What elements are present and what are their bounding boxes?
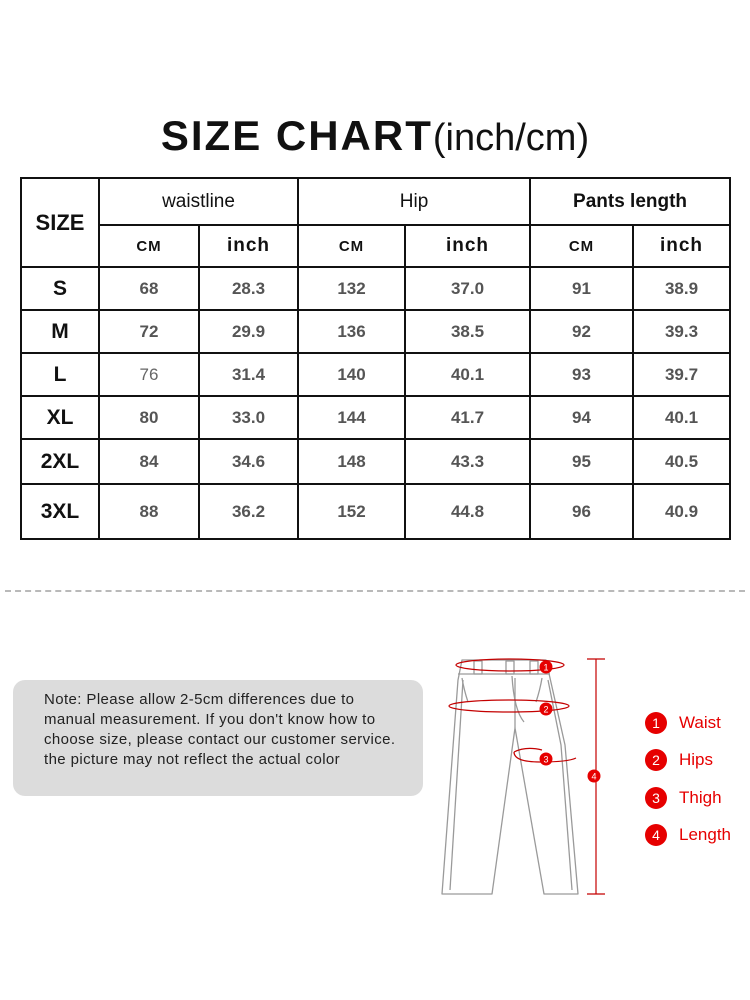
page-title	[0, 112, 750, 160]
legend-label: Waist	[679, 713, 721, 732]
pants-outline-icon	[442, 660, 578, 894]
unit-header-cm: CM	[99, 225, 199, 267]
table-row	[21, 267, 730, 310]
length-inch-cell: 40.5	[633, 439, 730, 484]
size-cell: M	[21, 310, 99, 353]
legend-number-badge: 2	[645, 749, 667, 771]
size-cell: XL	[21, 396, 99, 439]
length-cm-cell: 92	[530, 310, 633, 353]
length-cm-cell: 96	[530, 484, 633, 539]
hip-cm-cell: 132	[298, 267, 405, 310]
hip-inch-cell: 41.7	[405, 396, 530, 439]
length-inch-cell: 40.1	[633, 396, 730, 439]
table-row	[21, 310, 730, 353]
size-cell: 2XL	[21, 439, 99, 484]
waist-inch-cell: 36.2	[199, 484, 298, 539]
waist-inch-cell: 34.6	[199, 439, 298, 484]
legend-label: Thigh	[679, 787, 722, 807]
legend-item-waist	[645, 712, 731, 734]
size-header: SIZE	[21, 178, 99, 267]
legend-item-hips	[645, 749, 731, 771]
hip-cm-cell: 140	[298, 353, 405, 396]
unit-header-inch: inch	[405, 225, 530, 267]
svg-text:4: 4	[591, 771, 597, 782]
dashed-divider	[5, 590, 745, 592]
pants-measurement-diagram	[430, 650, 620, 900]
diagram-marker-1	[540, 661, 553, 674]
waist-cm-cell: 76	[99, 353, 199, 396]
length-inch-cell: 40.9	[633, 484, 730, 539]
svg-text:2: 2	[543, 704, 549, 715]
unit-header-cm: CM	[530, 225, 633, 267]
unit-header-inch: inch	[633, 225, 730, 267]
length-inch-cell: 38.9	[633, 267, 730, 310]
hip-cm-cell: 136	[298, 310, 405, 353]
size-cell: S	[21, 267, 99, 310]
unit-header-cm: CM	[298, 225, 405, 267]
size-chart-table	[20, 177, 731, 540]
legend-number-badge: 4	[645, 824, 667, 846]
waist-inch-cell: 29.9	[199, 310, 298, 353]
waistline-header: waistline	[99, 178, 298, 225]
hip-inch-cell: 38.5	[405, 310, 530, 353]
length-cm-cell: 91	[530, 267, 633, 310]
table-row	[21, 484, 730, 539]
title-main: SIZE CHART	[160, 112, 433, 159]
legend-label: Hips	[679, 750, 714, 770]
hip-cm-cell: 152	[298, 484, 405, 539]
hip-cm-cell: 148	[298, 439, 405, 484]
table-row	[21, 396, 730, 439]
length-inch-cell: 39.3	[633, 310, 730, 353]
size-cell: L	[21, 353, 99, 396]
diagram-marker-3	[540, 753, 553, 766]
measurement-guides	[449, 659, 605, 894]
hip-cm-cell: 144	[298, 396, 405, 439]
waist-cm-cell: 68	[99, 267, 199, 310]
hip-inch-cell: 40.1	[405, 353, 530, 396]
svg-text:1: 1	[543, 662, 549, 673]
waist-cm-cell: 84	[99, 439, 199, 484]
waist-inch-cell: 28.3	[199, 267, 298, 310]
legend-number-badge: 3	[645, 787, 667, 809]
waist-cm-cell: 88	[99, 484, 199, 539]
waist-inch-cell: 31.4	[199, 353, 298, 396]
svg-text:3: 3	[543, 754, 549, 765]
legend-label: Length	[679, 824, 731, 844]
diagram-marker-2	[540, 703, 553, 716]
table-row	[21, 353, 730, 396]
group-header-row	[21, 178, 730, 225]
legend-item-length	[645, 824, 731, 846]
waist-cm-cell: 72	[99, 310, 199, 353]
table-row	[21, 439, 730, 484]
unit-header-row	[21, 225, 730, 267]
waist-inch-cell: 33.0	[199, 396, 298, 439]
waist-cm-cell: 80	[99, 396, 199, 439]
note-text: Note: Please allow 2-5cm differences due to manual measurement. If you don't know how to choose size, please contact our customer service. the picture may not reflect the actual color	[44, 691, 396, 768]
hip-inch-cell: 44.8	[405, 484, 530, 539]
measurement-legend	[645, 712, 731, 861]
hip-inch-cell: 43.3	[405, 439, 530, 484]
legend-item-thigh	[645, 787, 731, 809]
diagram-marker-4	[588, 770, 601, 783]
unit-header-inch: inch	[199, 225, 298, 267]
length-inch-cell: 39.7	[633, 353, 730, 396]
size-cell: 3XL	[21, 484, 99, 539]
note-box	[13, 680, 423, 796]
legend-number-badge: 1	[645, 712, 667, 734]
length-cm-cell: 93	[530, 353, 633, 396]
length-cm-cell: 94	[530, 396, 633, 439]
hip-header: Hip	[298, 178, 530, 225]
title-unit: (inch/cm)	[432, 117, 590, 159]
pants-length-header: Pants length	[530, 178, 730, 225]
length-cm-cell: 95	[530, 439, 633, 484]
hip-inch-cell: 37.0	[405, 267, 530, 310]
